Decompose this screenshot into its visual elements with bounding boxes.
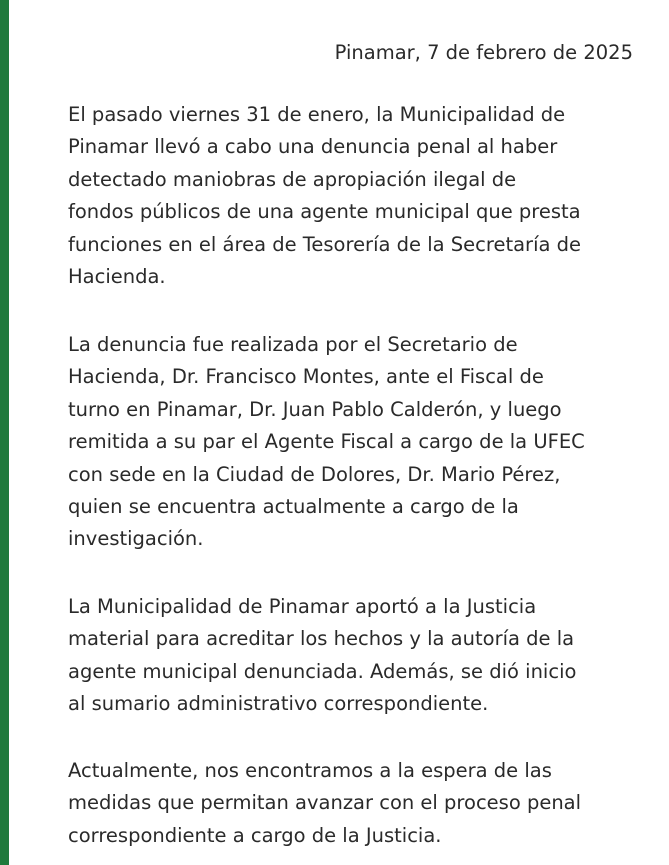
paragraph-4	[68, 755, 633, 852]
paragraph-line: La Municipalidad de Pinamar aportó a la Justicia	[68, 595, 537, 618]
paragraph-line: al sumario administrativo correspondiente.	[68, 692, 489, 716]
paragraph-line: fondos públicos de una agente municipal que presta	[68, 200, 581, 224]
paragraph-2	[68, 329, 633, 556]
paragraph-line: material para acreditar los hechos y la autoría de la	[68, 627, 575, 651]
paragraph-line: funciones en el área de Tesorería de la Secretaría de	[68, 232, 582, 256]
paragraph-3	[68, 591, 633, 721]
paragraph-line: La denuncia fue realizada por el Secretario de	[68, 333, 518, 356]
paragraph-line: turno en Pinamar, Dr. Juan Pablo Calderón, y luego	[68, 397, 562, 421]
paragraph-line: El pasado viernes 31 de enero, la Municipalidad de	[68, 103, 566, 126]
paragraph-line: Hacienda, Dr. Francisco Montes, ante el Fiscal de	[68, 365, 544, 389]
dateline: Pinamar, 7 de febrero de 2025	[334, 41, 633, 64]
paragraph-line: remitida a su par el Agente Fiscal a cargo de la UFEC	[68, 430, 585, 454]
paragraph-line: Pinamar llevó a cabo una denuncia penal al haber	[68, 135, 558, 159]
paragraph-line: quien se encuentra actualmente a cargo de la	[68, 495, 519, 519]
paragraph-line: medidas que permitan avanzar con el proceso penal	[68, 791, 582, 815]
paragraph-line: correspondiente a cargo de la Justicia.	[68, 823, 442, 847]
paragraph-line: detectado maniobras de apropiación ilegal de	[68, 167, 517, 191]
paragraph-line: Actualmente, nos encontramos a la espera de las	[68, 759, 552, 782]
left-accent-bar	[0, 0, 9, 865]
paragraph-line: Hacienda.	[68, 265, 166, 289]
paragraph-line: con sede en la Ciudad de Dolores, Dr. Mario Pérez,	[68, 462, 561, 486]
paragraph-1	[68, 99, 633, 293]
paragraph-line: agente municipal denunciada. Además, se dió inicio	[68, 659, 577, 683]
paragraph-line: investigación.	[68, 527, 204, 551]
